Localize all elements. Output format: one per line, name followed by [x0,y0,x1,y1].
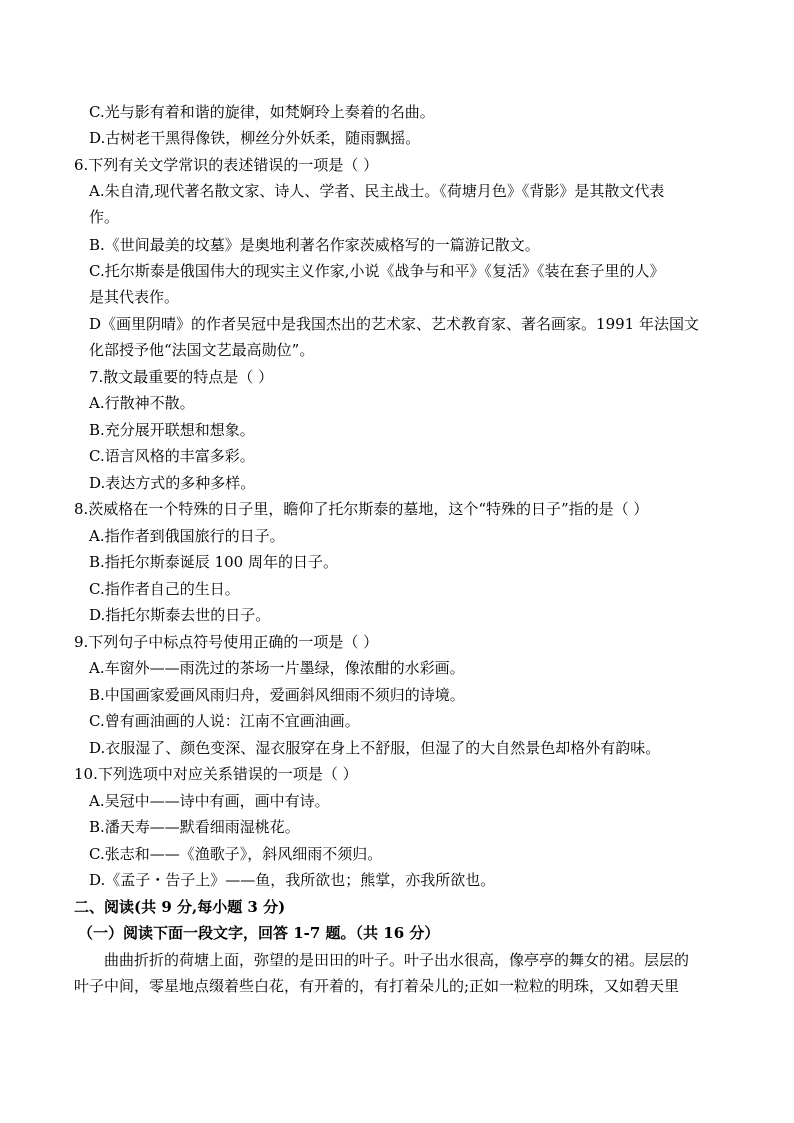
q8-option-b: B.指托尔斯泰诞辰 100 周年的日子。 [89,553,338,571]
question-8: 8.茨威格在一个特殊的日子里，瞻仰了托尔斯泰的墓地，这个“特殊的日子”指的是（ ） [74,500,649,518]
q7-option-b: B.充分展开联想和想象。 [89,421,255,439]
q6-option-a-cont: 作。 [89,208,120,226]
q6-option-a: A.朱自清,现代著名散文家、诗人、学者、民主战士。《荷塘月色》《背影》是其散文代表 [89,182,665,200]
q8-option-d: D.指托尔斯泰去世的日子。 [89,606,271,624]
question-9: 9.下列句子中标点符号使用正确的一项是（ ） [74,633,379,651]
q6-option-d: D《画里阴晴》的作者吴冠中是我国杰出的艺术家、艺术教育家、著名画家。1991 年法国文 [89,315,699,333]
q9-option-d: D.衣服湿了、颜色变深、湿衣服穿在身上不舒服，但湿了的大自然景色却格外有韵味。 [89,739,661,757]
q9-option-c: C.曾有画油画的人说：江南不宜画油画。 [89,712,360,730]
q9-option-b: B.中国画家爱画风雨归舟，爱画斜风细雨不须归的诗境。 [89,686,465,704]
q5-option-d: D.古树老干黑得像铁，柳丝分外妖柔，随雨飘摇。 [89,129,421,147]
q6-option-b: B.《世间最美的坟墓》是奥地利著名作家茨威格写的一篇游记散文。 [89,236,540,254]
reading-paragraph-line-2: 叶子中间，零星地点缀着些白花，有开着的，有打着朵儿的;正如一粒粒的明珠，又如碧天里 [74,977,680,995]
q10-option-d: D.《孟子・告子上》——鱼，我所欲也；熊掌，亦我所欲也。 [89,871,496,889]
subsection-heading-1: （一）阅读下面一段文字，回答 1-7 题。（共 16 分） [78,924,440,942]
question-10: 10.下列选项中对应关系错误的一项是（ ） [74,765,358,783]
reading-paragraph-line-1: 曲曲折折的荷塘上面，弥望的是田田的叶子。叶子出水很高，像亭亭的舞女的裙。层层的 [104,951,690,969]
section-heading-reading: 二、阅读(共 9 分,每小题 3 分) [74,898,286,916]
q6-option-c-cont: 是其代表作。 [89,288,180,306]
q8-option-a: A.指作者到俄国旅行的日子。 [89,527,285,545]
question-7: 7.散文最重要的特点是（ ） [89,368,274,386]
q7-option-c: C.语言风格的丰富多彩。 [89,447,255,465]
question-6: 6.下列有关文学常识的表述错误的一项是（ ） [74,156,379,174]
q8-option-c: C.指作者自己的生日。 [89,580,240,598]
q7-option-a: A.行散神不散。 [89,394,195,412]
q10-option-b: B.潘天寿——默看细雨湿桃花。 [89,818,300,836]
q6-option-c: C.托尔斯泰是俄国伟大的现实主义作家,小说《战争与和平》《复活》《装在套子里的人》 [89,262,665,280]
q10-option-c: C.张志和——《渔歌子》，斜风细雨不须归。 [89,845,383,863]
q10-option-a: A.吴冠中——诗中有画，画中有诗。 [89,792,330,810]
q7-option-d: D.表达方式的多种多样。 [89,474,256,492]
q9-option-a: A.车窗外——雨洗过的茶场一片墨绿，像浓酣的水彩画。 [89,659,465,677]
q5-option-c: C.光与影有着和谐的旋律，如梵婀玲上奏着的名曲。 [89,103,435,121]
q6-option-d-cont: 化部授予他“法国文艺最高勋位”。 [89,341,315,359]
